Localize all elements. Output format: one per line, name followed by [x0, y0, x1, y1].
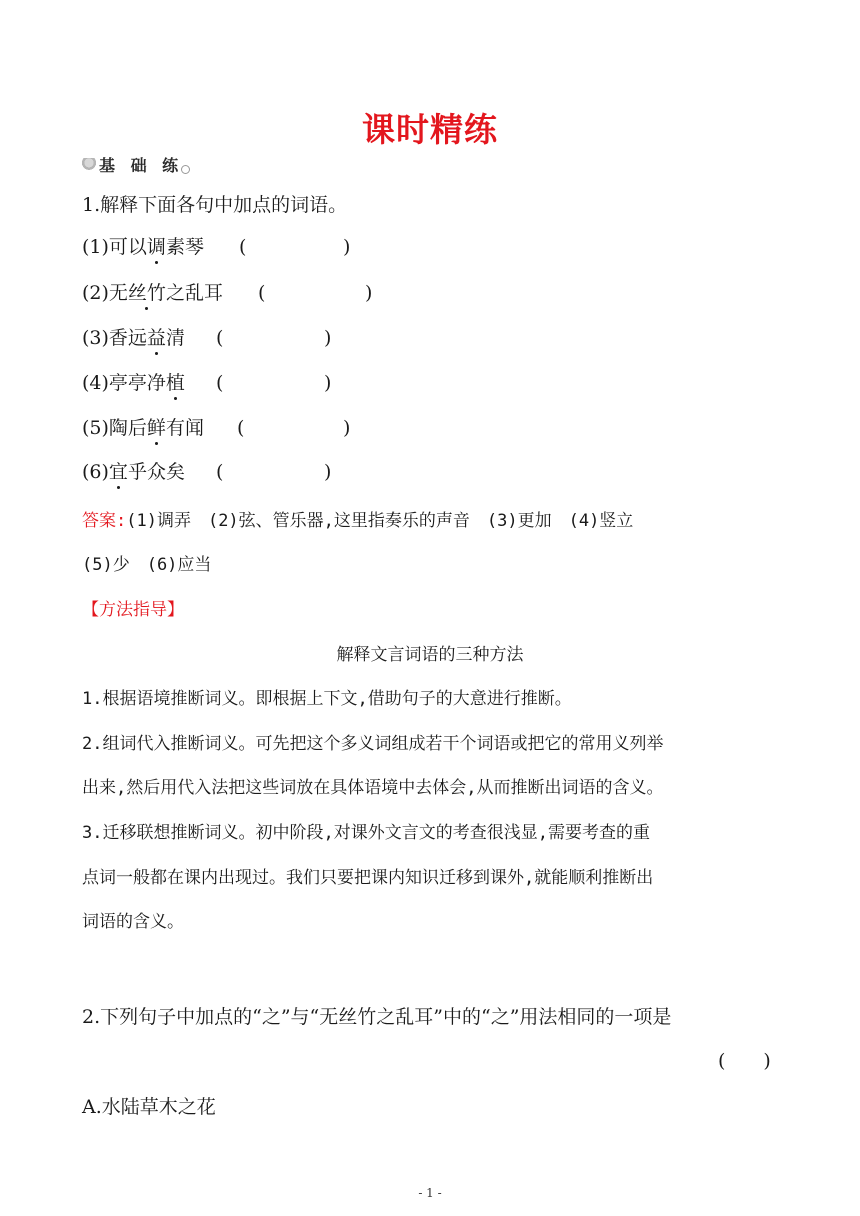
emphasized-word: 益: [146, 327, 166, 349]
method-line-3: 出来,然后用代入法把这些词放在具体语境中去体会,从而推断出词语的含义。: [82, 778, 664, 798]
answer-blank-close: ): [365, 282, 373, 304]
q1-item-4: (4)亭亭净植: [82, 372, 185, 394]
circle-icon: [181, 165, 190, 174]
q1-item-5: (5)陶后鲜有闻: [82, 417, 204, 439]
answer-blank-open: (: [258, 282, 266, 304]
answer-blank-open: (: [237, 417, 245, 439]
method-line-5: 点词一般都在课内出现过。我们只要把课内知识迁移到课外,就能顺利推断出: [82, 868, 654, 888]
answer-blank-close: ): [324, 327, 332, 349]
method-label: 【方法指导】: [82, 600, 184, 620]
page-title: 课时精练: [362, 110, 498, 149]
method-line-1: 1.根据语境推断词义。即根据上下文,借助句子的大意进行推断。: [82, 689, 572, 709]
emphasized-word: 宜: [108, 461, 128, 483]
answer-blank: ( ): [718, 1050, 771, 1072]
answer-label: 答案:: [82, 511, 127, 531]
answer-blank-close: ): [324, 461, 332, 483]
answer-blank-close: ): [324, 372, 332, 394]
q2-option-a: A.水陆草木之花: [82, 1096, 216, 1118]
emphasized-word: 丝竹: [127, 282, 166, 304]
section-label: [82, 154, 190, 174]
method-line-2: 2.组词代入推断词义。可先把这个多义词组成若干个词语或把它的常用义列举: [82, 734, 664, 754]
method-line-4: 3.迁移联想推断词义。初中阶段,对课外文言文的考查很浅显,需要考查的重: [82, 823, 650, 843]
q1-item-2: (2)无丝竹之乱耳: [82, 282, 223, 304]
q1-item-3: (3)香远益清: [82, 327, 185, 349]
section-label-text: 基 础 练: [99, 155, 184, 175]
answer-blank-open: (: [216, 327, 224, 349]
question-1-stem: 1.解释下面各句中加点的词语。: [82, 194, 348, 216]
emphasized-word: 鲜: [146, 417, 166, 439]
method-line-6: 词语的含义。: [82, 912, 184, 932]
answer-line-1: 答案:(1)调弄 (2)弦、管乐器,这里指奏乐的声音 (3)更加 (4)竖立: [82, 511, 634, 531]
question-2-stem: 2.下列句子中加点的“之”与“无丝竹之乱耳”中的“之”用法相同的一项是: [82, 1006, 672, 1028]
emphasized-word: 调: [146, 236, 166, 258]
emphasized-word: 植: [165, 372, 185, 394]
method-heading: 解释文言词语的三种方法: [336, 645, 524, 665]
answer-line-2: (5)少 (6)应当: [82, 555, 212, 575]
answer-blank-open: (: [216, 461, 224, 483]
answer-blank-close: ): [343, 417, 351, 439]
answer-blank-close: ): [343, 236, 351, 258]
section-marker-icon: [82, 158, 96, 170]
answer-blank-open: (: [239, 236, 247, 258]
answer-blank-open: (: [216, 372, 224, 394]
q1-item-6: (6)宜乎众矣: [82, 461, 185, 483]
page-number: - 1 -: [418, 1186, 442, 1200]
q1-item-1: (1)可以调素琴: [82, 236, 204, 258]
